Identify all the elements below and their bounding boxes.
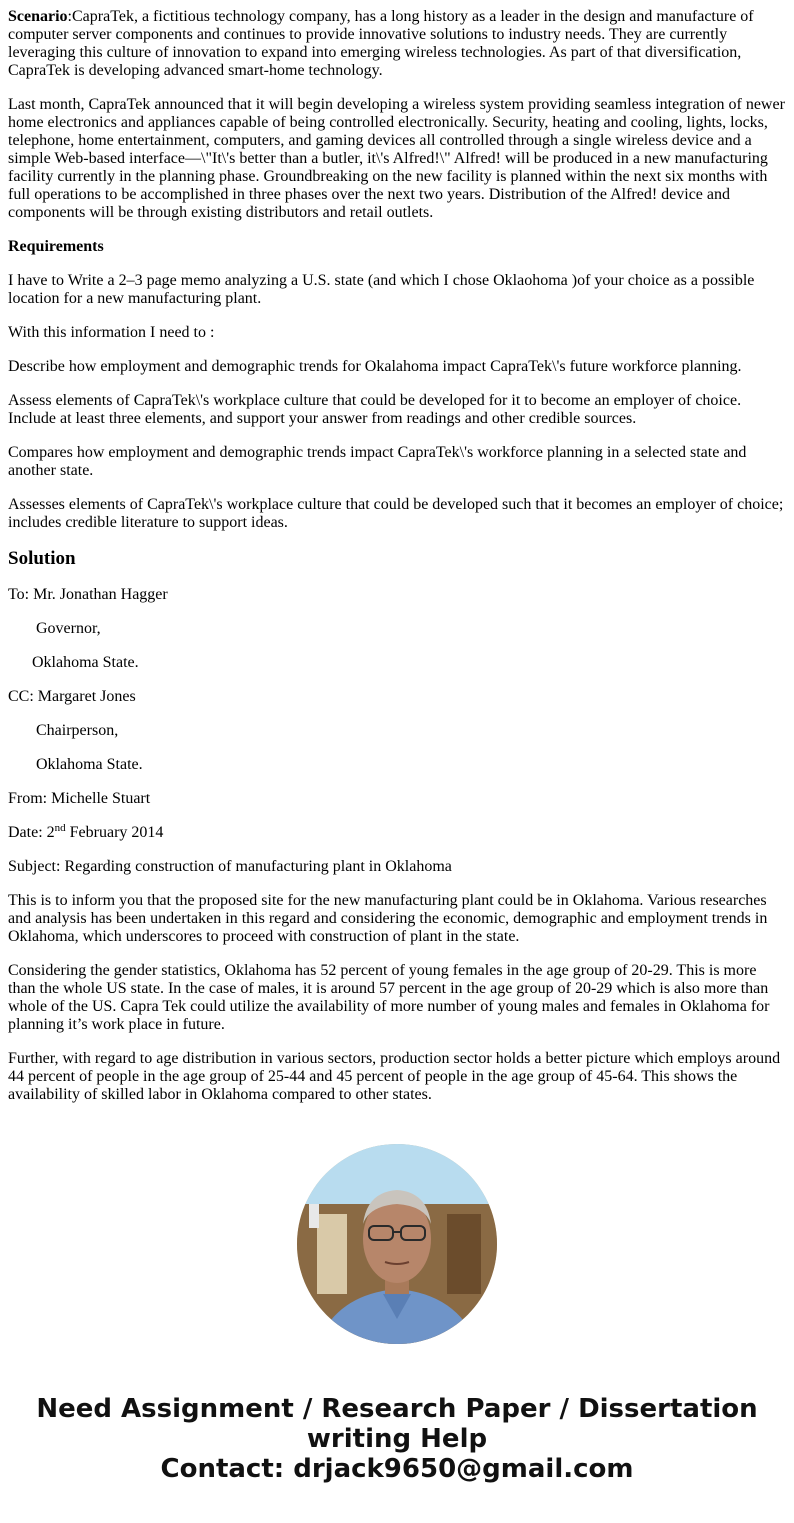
memo-from: From: Michelle Stuart: [8, 790, 151, 807]
memo-cc-org: Oklahoma State.: [36, 756, 143, 773]
solution-heading: Solution: [8, 548, 76, 569]
requirement-item: I have to Write a 2–3 page memo analyzing a U.S. state (and which I chose Oklaohoma )of your choice as a possible location for a new manufacturing plant.: [8, 272, 755, 307]
memo-paragraph: Considering the gender statistics, Oklahoma has 52 percent of young females in the age group of 20-29. This is more than the whole US state. In the case of males, it is around 57 percent in the age group of 20-29 which is also more than whole of the US. Capra Tek could utilize the availability of more number of young males and females in Oklahoma for planning it’s work place in future.: [8, 962, 770, 1033]
author-photo-container: [8, 1144, 786, 1344]
banner-contact: Contact: drjack9650@gmail.com: [160, 1454, 634, 1484]
author-photo: [297, 1144, 497, 1344]
contact-banner: [8, 1394, 786, 1484]
scenario-label: Scenario: [8, 8, 68, 25]
memo-cc: CC: Margaret Jones: [8, 688, 136, 705]
requirement-item: Assess elements of CapraTek\'s workplace culture that could be developed for it to become an employer of choice. Include at least three elements, and support your answer from readings and other credible sources.: [8, 392, 742, 427]
scenario-paragraph: [8, 8, 786, 80]
banner-line: Need Assignment / Research Paper / Dissertation: [36, 1394, 758, 1424]
requirement-item: Assesses elements of CapraTek\'s workplace culture that could be developed such that it becomes an employer of choice; includes credible literature to support ideas.: [8, 496, 784, 531]
memo-cc-title: Chairperson,: [36, 722, 119, 739]
requirement-item: With this information I need to :: [8, 324, 215, 341]
requirement-item: Compares how employment and demographic trends impact CapraTek\'s workforce planning in a selected state and another state.: [8, 444, 747, 479]
memo-to-title: Governor,: [36, 620, 101, 637]
memo-paragraph: This is to inform you that the proposed site for the new manufacturing plant could be in Oklahoma. Various researches and analysis has been undertaken in this regard and considering the economic, demographic and employment trends in Oklahoma, which underscores to proceed with construction of plant in the state.: [8, 892, 768, 945]
memo-to: To: Mr. Jonathan Hagger: [8, 586, 168, 603]
banner-line: writing Help: [306, 1424, 488, 1454]
requirements-heading: Requirements: [8, 238, 104, 255]
requirement-item: Describe how employment and demographic trends for Okalahoma impact CapraTek\'s future workforce planning.: [8, 358, 742, 375]
scenario-text: :CapraTek, a fictitious technology company, has a long history as a leader in the design and manufacture of computer server components and continues to provide innovative solutions to industry needs. They are currently leveraging this culture of innovation to expand into emerging wireless technologies. As part of that diversification, CapraTek is developing advanced smart-home technology.: [8, 8, 754, 79]
memo-paragraph: Further, with regard to age distribution in various sectors, production sector holds a better picture which employs around 44 percent of people in the age group of 25-44 and 45 percent of people in the age group of 45-64. This shows the availability of skilled labor in Oklahoma compared to other states.: [8, 1050, 781, 1103]
memo-date: Date: 2nd February 2014: [8, 822, 164, 841]
announcement-paragraph: Last month, CapraTek announced that it will begin developing a wireless system providing seamless integration of newer home electronics and appliances capable of being controlled electronically. Security, heating and cooling, lights, locks, telephone, home entertainment, computers, and gaming devices all controlled through a single wireless device and a simple Web-based interface—\"It\'s better than a butler, it\'s Alfred!\" Alfred! will be produced in a new manufacturing facility currently in the planning phase. Groundbreaking on the new facility is planned within the next six months with full operations to be accomplished in three phases over the next two years. Distribution of the Alfred! device and components will be through existing distributors and retail outlets.: [8, 96, 785, 221]
memo-subject: Subject: Regarding construction of manufacturing plant in Oklahoma: [8, 858, 452, 875]
memo-to-org: Oklahoma State.: [32, 654, 139, 671]
